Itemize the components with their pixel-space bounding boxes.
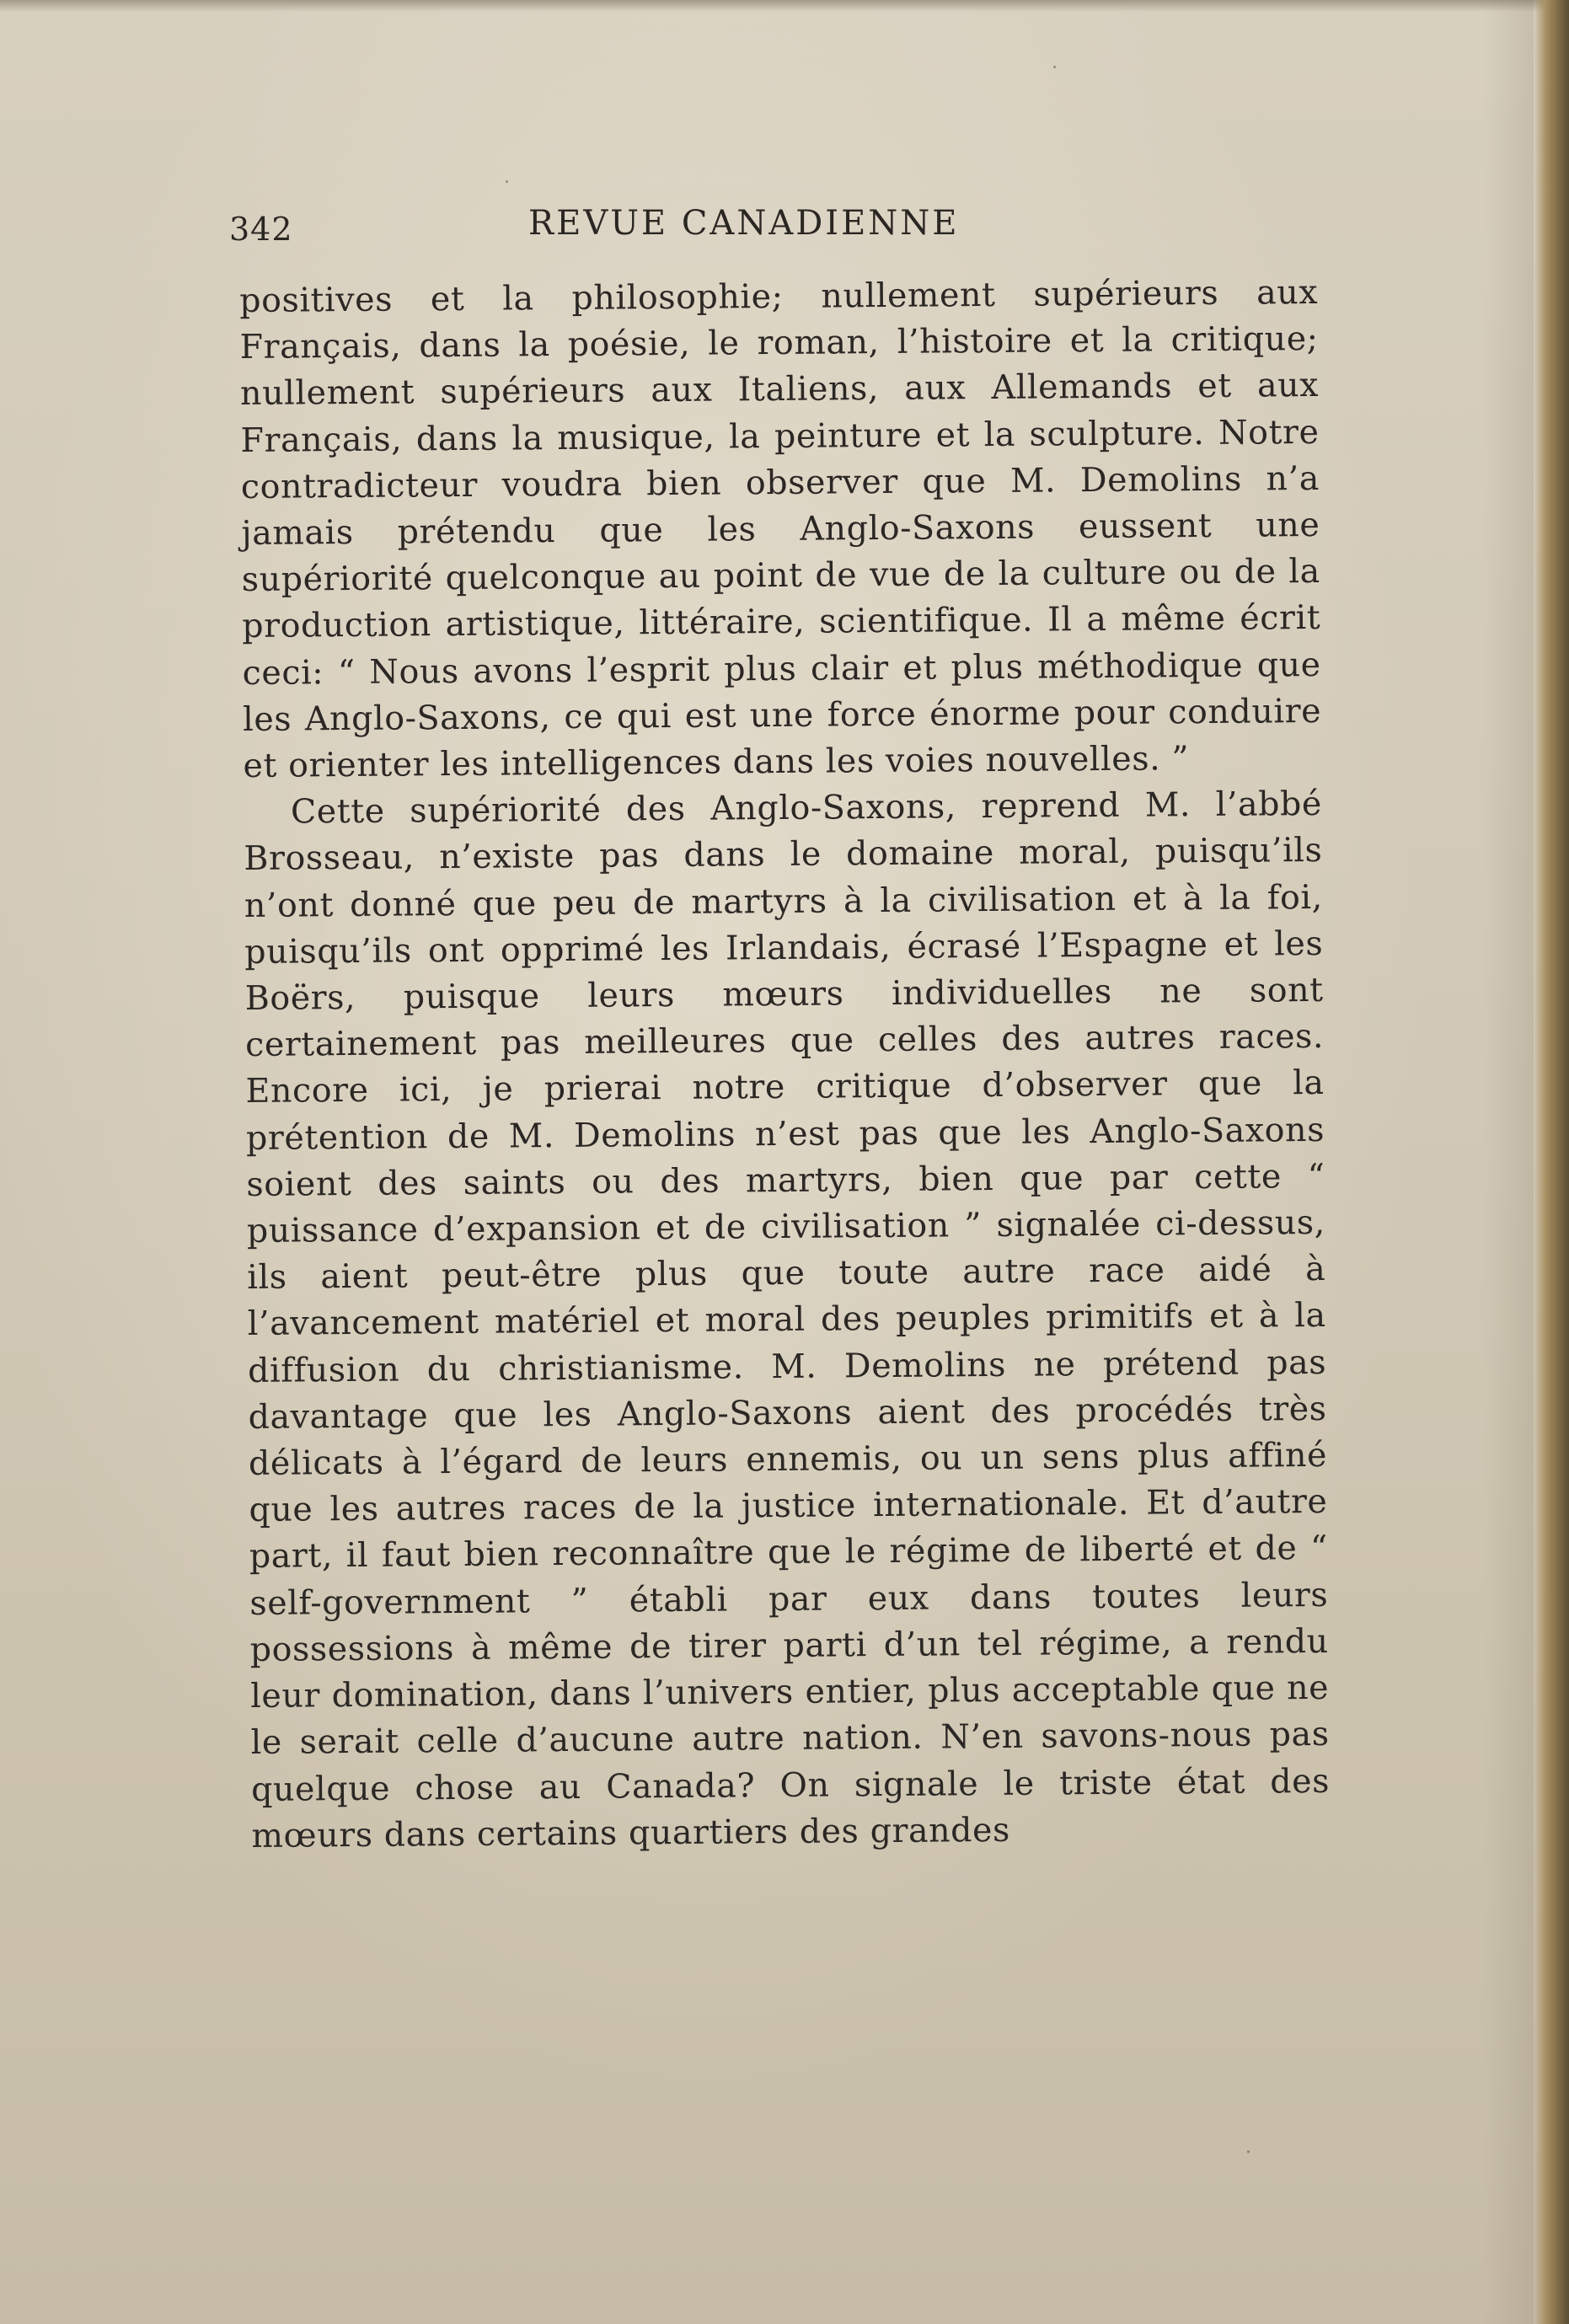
running-title: REVUE CANADIENNE bbox=[528, 204, 960, 243]
paper-speck bbox=[506, 180, 508, 183]
binding-shadow bbox=[1483, 0, 1534, 2324]
page-top-edge bbox=[0, 0, 1569, 12]
page-right-edge bbox=[1534, 0, 1569, 2324]
paper-speck bbox=[1053, 66, 1056, 68]
paragraph: Cette supériorité des Anglo-Saxons, reprend M. l’abbé Brosseau, n’existe pas dans le domaine moral, puisqu’ils n’ont donné que peu de martyrs à la civilisation et à la foi, puisqu’ils ont opprimé les Irlandais, écrasé l’Espagne et les Boërs, puisque leurs mœurs individuelles ne sont certainement pas meilleures que celles des autres races. Encore ici, je prierai notre critique d’observer que la prétention de M. Demolins n’est pas que les Anglo-Saxons soient des saints ou des martyrs, bien que par cette “ puissance d’expansion et de civilisation ” signalée ci-dessus, ils aient peut-être plus que toute autre race aidé à l’avancement matériel et moral des peuples primitifs et à la diffusion du christianisme. M. Demolins ne prétend pas davantage que les Anglo-Saxons aient des procédés très délicats à l’égard de leurs ennemis, ou un sens plus affiné que les autres races de la justice internationale. Et d’autre part, il faut bien reconnaître que le régime de liberté et de “ self-government ” établi par eux dans toutes leurs possessions à même de tirer parti d’un tel régime, a rendu leur domination, dans l’univers entier, plus acceptable que ne le serait celle d’aucune autre nation. N’en savons-nous pas quelque chose au Canada? On signale le triste état des mœurs dans certains quartiers des grandes bbox=[244, 784, 1331, 1855]
page-number: 342 bbox=[229, 211, 293, 248]
body-text bbox=[239, 270, 1331, 1860]
page-header bbox=[229, 199, 1325, 258]
paragraph: positives et la philosophie; nullement supérieurs aux Français, dans la poésie, le roman, l’histoire et la critique; nullement supérieurs aux Italiens, aux Allemands et aux Français, dans la musique, la peinture et la sculpture. Notre contradicteur voudra bien observer que M. Demolins n’a jamais prétendu que les Anglo-Saxons eussent une supériorité quelconque au point de vue de la culture ou de la production artistique, littéraire, scientifique. Il a même écrit ceci: “ Nous avons l’esprit plus clair et plus méthodique que les Anglo-Saxons, ce qui est une force énorme pour conduire et orienter les intelligences dans les voies nouvelles. ” bbox=[239, 272, 1322, 786]
paper-speck bbox=[1247, 2150, 1250, 2153]
